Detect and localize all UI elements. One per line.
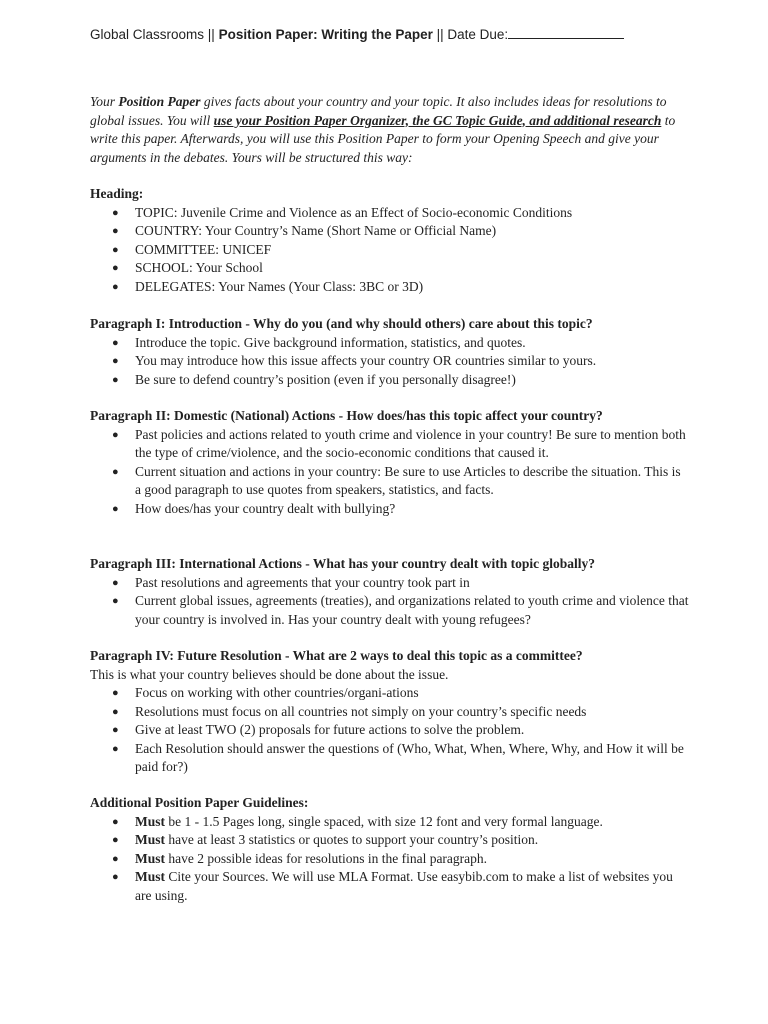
- paragraph1-list: [90, 334, 690, 390]
- list-item: ● Must be 1 - 1.5 Pages long, single spaced, with size 12 font and very formal language.: [112, 813, 603, 829]
- heading-section-title: Heading:: [90, 186, 144, 201]
- list-item: ● Current global issues, agreements (treaties), and organizations related to youth crime and violence that your country is involved in. Has your country dealt with young refugees?: [112, 593, 689, 627]
- list-item: ● You may introduce how this issue affects your country OR countries similar to yours.: [112, 353, 597, 368]
- intro-position-paper: Position Paper: [118, 94, 201, 109]
- list-item: ● Past resolutions and agreements that your country took part in: [112, 574, 470, 590]
- list-item: ● Must Cite your Sources. We will use MLA Format. Use easybib.com to make a list of websites you are using.: [112, 869, 673, 903]
- intro-paragraph: [90, 93, 690, 167]
- paragraph2-list: [90, 426, 690, 519]
- intro-text: to write this paper. Afterwards, you will use this Position Paper to form your Opening Speech and give your arguments in the debates. Yours will be structured this way:: [90, 112, 676, 165]
- list-item: ● Past policies and actions related to youth crime and violence in your country! Be sure to mention both the type of crime/violence, and the socio-economic conditions that caused it.: [112, 426, 686, 460]
- intro-text: gives facts about your country and your topic. It also includes ideas for resolutions to global issues. You will: [90, 94, 667, 128]
- paragraph4-section: [90, 647, 690, 777]
- paragraph1-title: Paragraph I: Introduction - Why do you (and why should others) care about this topic?: [90, 316, 593, 331]
- guidelines-section: [90, 794, 690, 905]
- list-item: ● COUNTRY: Your Country’s Name (Short Name or Official Name): [112, 223, 497, 238]
- list-item: ● Be sure to defend country’s position (even if you personally disagree!): [112, 371, 516, 387]
- intro-text: Your: [90, 94, 119, 109]
- document-title: Position Paper: Writing the Paper: [218, 27, 433, 42]
- list-item: ● Focus on working with other countries/organi-ations: [112, 685, 419, 700]
- date-due-blank: [508, 26, 624, 39]
- list-item: ● Resolutions must focus on all countries not simply on your country’s specific needs: [112, 703, 587, 719]
- course-name: Global Classrooms ||: [90, 27, 215, 42]
- list-item: ● Must have 2 possible ideas for resolutions in the final paragraph.: [112, 850, 488, 866]
- list-item: ● Give at least TWO (2) proposals for future actions to solve the problem.: [112, 722, 525, 737]
- guidelines-list: [90, 813, 690, 906]
- paragraph3-title: Paragraph III: International Actions - What has your country dealt with topic globally?: [90, 556, 596, 571]
- date-due-label: || Date Due:: [436, 27, 509, 42]
- list-item: ● SCHOOL: Your School: [112, 260, 263, 275]
- heading-section: [90, 185, 690, 296]
- paragraph4-note: This is what your country believes should be done about the issue.: [90, 666, 449, 682]
- list-item: ● How does/has your country dealt with bullying?: [112, 500, 396, 516]
- list-item: ● COMMITTEE: UNICEF: [112, 241, 272, 257]
- paragraph1-section: [90, 315, 690, 389]
- list-item: ● Each Resolution should answer the questions of (Who, What, When, Where, Why, and How it will be paid for?): [112, 740, 684, 774]
- list-item: ● Introduce the topic. Give background information, statistics, and quotes.: [112, 334, 526, 350]
- list-item: ● TOPIC: Juvenile Crime and Violence as an Effect of Socio-economic Conditions: [112, 204, 573, 220]
- heading-list: [90, 204, 690, 297]
- paragraph3-list: [90, 574, 690, 630]
- page-header: [90, 26, 624, 42]
- intro-resources: use your Position Paper Organizer, the GC Topic Guide, and additional research: [213, 112, 662, 128]
- list-item: ● Must have at least 3 statistics or quotes to support your country’s position.: [112, 832, 539, 847]
- list-item: ● Current situation and actions in your country: Be sure to use Articles to describe the situation. This is a good paragraph to use quotes from speakers, statistics, and facts.: [112, 463, 681, 497]
- paragraph2-section: [90, 407, 690, 518]
- paragraph3-section: [90, 555, 690, 629]
- paragraph2-title: Paragraph II: Domestic (National) Actions - How does/has this topic affect your country?: [90, 408, 603, 423]
- paragraph4-list: [90, 684, 690, 777]
- guidelines-title: Additional Position Paper Guidelines:: [90, 795, 309, 810]
- list-item: ● DELEGATES: Your Names (Your Class: 3BC or 3D): [112, 278, 424, 294]
- paragraph4-title: Paragraph IV: Future Resolution - What are 2 ways to deal this topic as a committee?: [90, 648, 583, 663]
